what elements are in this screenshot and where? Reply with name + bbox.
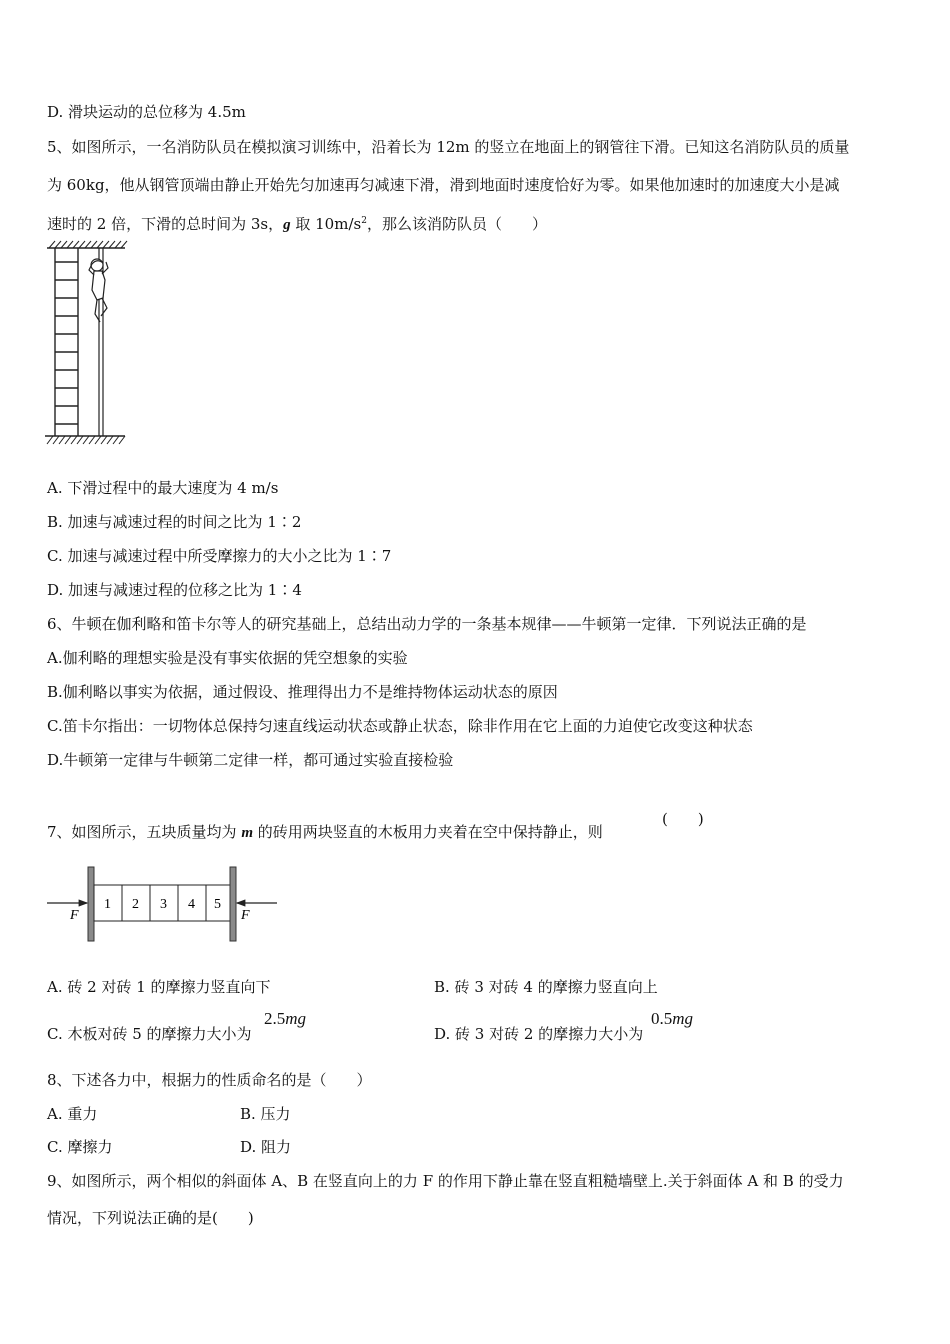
q5-stem-text-b: 取 10m/s [290,215,362,233]
q7-option-d-var: mg [672,1009,694,1028]
ladder [55,248,78,436]
q5-stem-line1: 5、如图所示，一名消防队员在模拟演习训练中，沿着长为 12m 的竖立在地面上的钢管往下滑。已知这名消防队员的质量 [47,138,850,156]
q7-answer-paren: ( ) [662,810,704,828]
q4-option-d: D. 滑块运动的总位移为 4.5m [47,103,246,121]
floor-hatch [45,436,125,444]
q8-option-c: C. 摩擦力 [47,1138,113,1156]
q6-option-c: C.笛卡尔指出：一切物体总保持匀速直线运动状态或静止状态，除非作用在它上面的力迫使它改变这种状态 [47,717,753,735]
q7-option-c: C. 木板对砖 5 的摩擦力大小为 [47,1025,252,1043]
q5-stem-text-c: ，那么该消防队员（ ） [366,215,547,233]
q5-superscript: 2 [361,216,367,226]
q6-option-b: B.伽利略以事实为依据，通过假设、推理得出力不是维持物体运动状态的原因 [47,683,558,701]
q8-option-d: D. 阻力 [240,1138,292,1156]
q5-stem-text-a: 速时的 2 倍，下滑的总时间为 3s， [47,215,284,233]
q5-stem-line2: 为 60kg，他从钢管顶端由静止开始先匀加速再匀减速下滑，滑到地面时速度恰好为零。如果他加速时的加速度大小是减 [47,176,840,194]
q9-stem-line1: 9、如图所示，两个相似的斜面体 A、B 在竖直向上的力 F 的作用下静止靠在竖直粗糙墙壁上.关于斜面体 A 和 B 的受力 [47,1172,844,1190]
q6-stem: 6、牛顿在伽利略和笛卡尔等人的研究基础上，总结出动力学的一条基本规律——牛顿第一定律．下列说法正确的是 [47,615,807,633]
left-force-label: F [70,908,79,923]
q6-option-a: A.伽利略的理想实验是没有事实依据的凭空想象的实验 [47,649,408,667]
q5-g-symbol: g [283,217,291,233]
q7-option-c-number: 2.5 [264,1009,286,1028]
right-board [230,867,236,941]
right-force-label: F [241,908,250,923]
q7-option-b: B. 砖 3 对砖 4 的摩擦力竖直向上 [434,978,658,996]
q9-stem-line2: 情况，下列说法正确的是( ) [47,1209,254,1227]
brick-4-label: 4 [188,897,195,912]
q5-firefighter-figure [45,240,127,445]
q5-option-d: D. 加速与减速过程的位移之比为 1∶4 [47,581,302,599]
q7-bricks-figure [45,865,280,945]
q5-stem-line3 [47,211,547,235]
brick-5-label: 5 [214,897,221,912]
q7-option-c-var: mg [285,1009,307,1028]
q8-option-b: B. 压力 [240,1105,291,1123]
q5-option-a: A. 下滑过程中的最大速度为 4 m/s [47,479,279,497]
brick-2-label: 2 [132,897,139,912]
q8-option-a: A. 重力 [47,1105,98,1123]
brick-3-label: 3 [160,897,167,912]
q7-stem-text-b: 的砖用两块竖直的木板用力夹着在空中保持静止，则 [253,823,603,841]
q7-option-d-formula [651,1009,693,1029]
q7-option-d: D. 砖 3 对砖 2 的摩擦力大小为 [434,1025,644,1043]
q7-stem [47,822,603,843]
q7-m-symbol: m [241,825,253,841]
q7-option-a: A. 砖 2 对砖 1 的摩擦力竖直向下 [47,978,271,996]
q7-option-d-number: 0.5 [651,1009,673,1028]
brick-1-label: 1 [104,897,111,912]
q7-option-c-formula [264,1009,306,1029]
q5-option-b: B. 加速与减速过程的时间之比为 1∶2 [47,513,302,531]
q6-option-d: D.牛顿第一定律与牛顿第二定律一样，都可通过实验直接检验 [47,751,454,769]
q5-option-c: C. 加速与减速过程中所受摩擦力的大小之比为 1∶7 [47,547,392,565]
q7-stem-text-a: 7、如图所示，五块质量均为 [47,823,242,841]
ceiling-hatch [47,241,127,248]
left-board [88,867,94,941]
q8-stem: 8、下述各力中，根据力的性质命名的是（ ） [47,1071,372,1089]
